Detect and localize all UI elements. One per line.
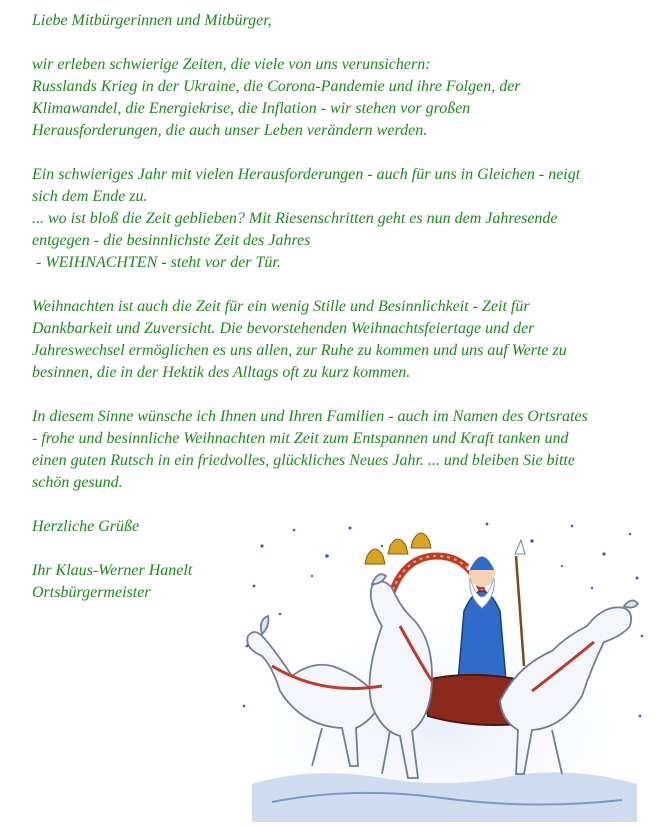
text-line: In diesem Sinne wünsche ich Ihnen und Ihren Familien - auch im Namen des Ortsrates (32, 408, 588, 425)
signature-name: Ihr Klaus-Werner Hanelt (32, 562, 193, 579)
text-line: einen guten Rutsch in ein friedvolles, glückliches Neues Jahr. ... und bleiben Sie bitte (32, 452, 575, 469)
text-line: Herausforderungen, die auch unser Leben verändern werden. (32, 122, 428, 139)
text-line: wir erleben schwierige Zeiten, die viele von uns verunsichern: (32, 56, 431, 73)
greeting: Liebe Mitbürgerinnen und Mitbürger, (32, 12, 272, 29)
text-line: Jahreswechsel ermöglichen es uns allen, zur Ruhe zu kommen und uns auf Werte zu (32, 342, 567, 359)
text-line: schön gesund. (32, 474, 123, 491)
text-line: - WEIHNACHTEN - steht vor der Tür. (32, 254, 281, 271)
text-line: besinnen, die in der Hektik des Alltags oft zu kurz kommen. (32, 364, 411, 381)
signature-title: Ortsbürgermeister (32, 584, 151, 601)
paragraph-intro (32, 54, 644, 142)
letter-body (32, 10, 644, 604)
text-line: Klimawandel, die Energiekrise, die Inflation - wir stehen vor großen (32, 100, 471, 117)
closing: Herzliche Grüße (32, 518, 140, 535)
text-line: Russlands Krieg in der Ukraine, die Corona-Pandemie und ihre Folgen, der (32, 78, 521, 95)
text-line: sich dem Ende zu. (32, 188, 148, 205)
text-line: Dankbarkeit und Zuversicht. Die bevorstehenden Weihnachtsfeiertage und der (32, 320, 535, 337)
paragraph-wishes (32, 406, 644, 494)
paragraph-year (32, 164, 644, 274)
troika-sleigh-illustration (232, 516, 652, 822)
text-line: Ein schwieriges Jahr mit vielen Herausforderungen - auch für uns in Gleichen - neigt (32, 166, 581, 183)
text-line: - frohe und besinnliche Weihnachten mit Zeit zum Entspannen und Kraft tanken und (32, 430, 569, 447)
text-line: entgegen - die besinnlichste Zeit des Jahres (32, 232, 311, 249)
text-line: Weihnachten ist auch die Zeit für ein wenig Stille und Besinnlichkeit - Zeit für (32, 298, 530, 315)
paragraph-christmas (32, 296, 644, 384)
text-line: ... wo ist bloß die Zeit geblieben? Mit Riesenschritten geht es nun dem Jahresende (32, 210, 558, 227)
